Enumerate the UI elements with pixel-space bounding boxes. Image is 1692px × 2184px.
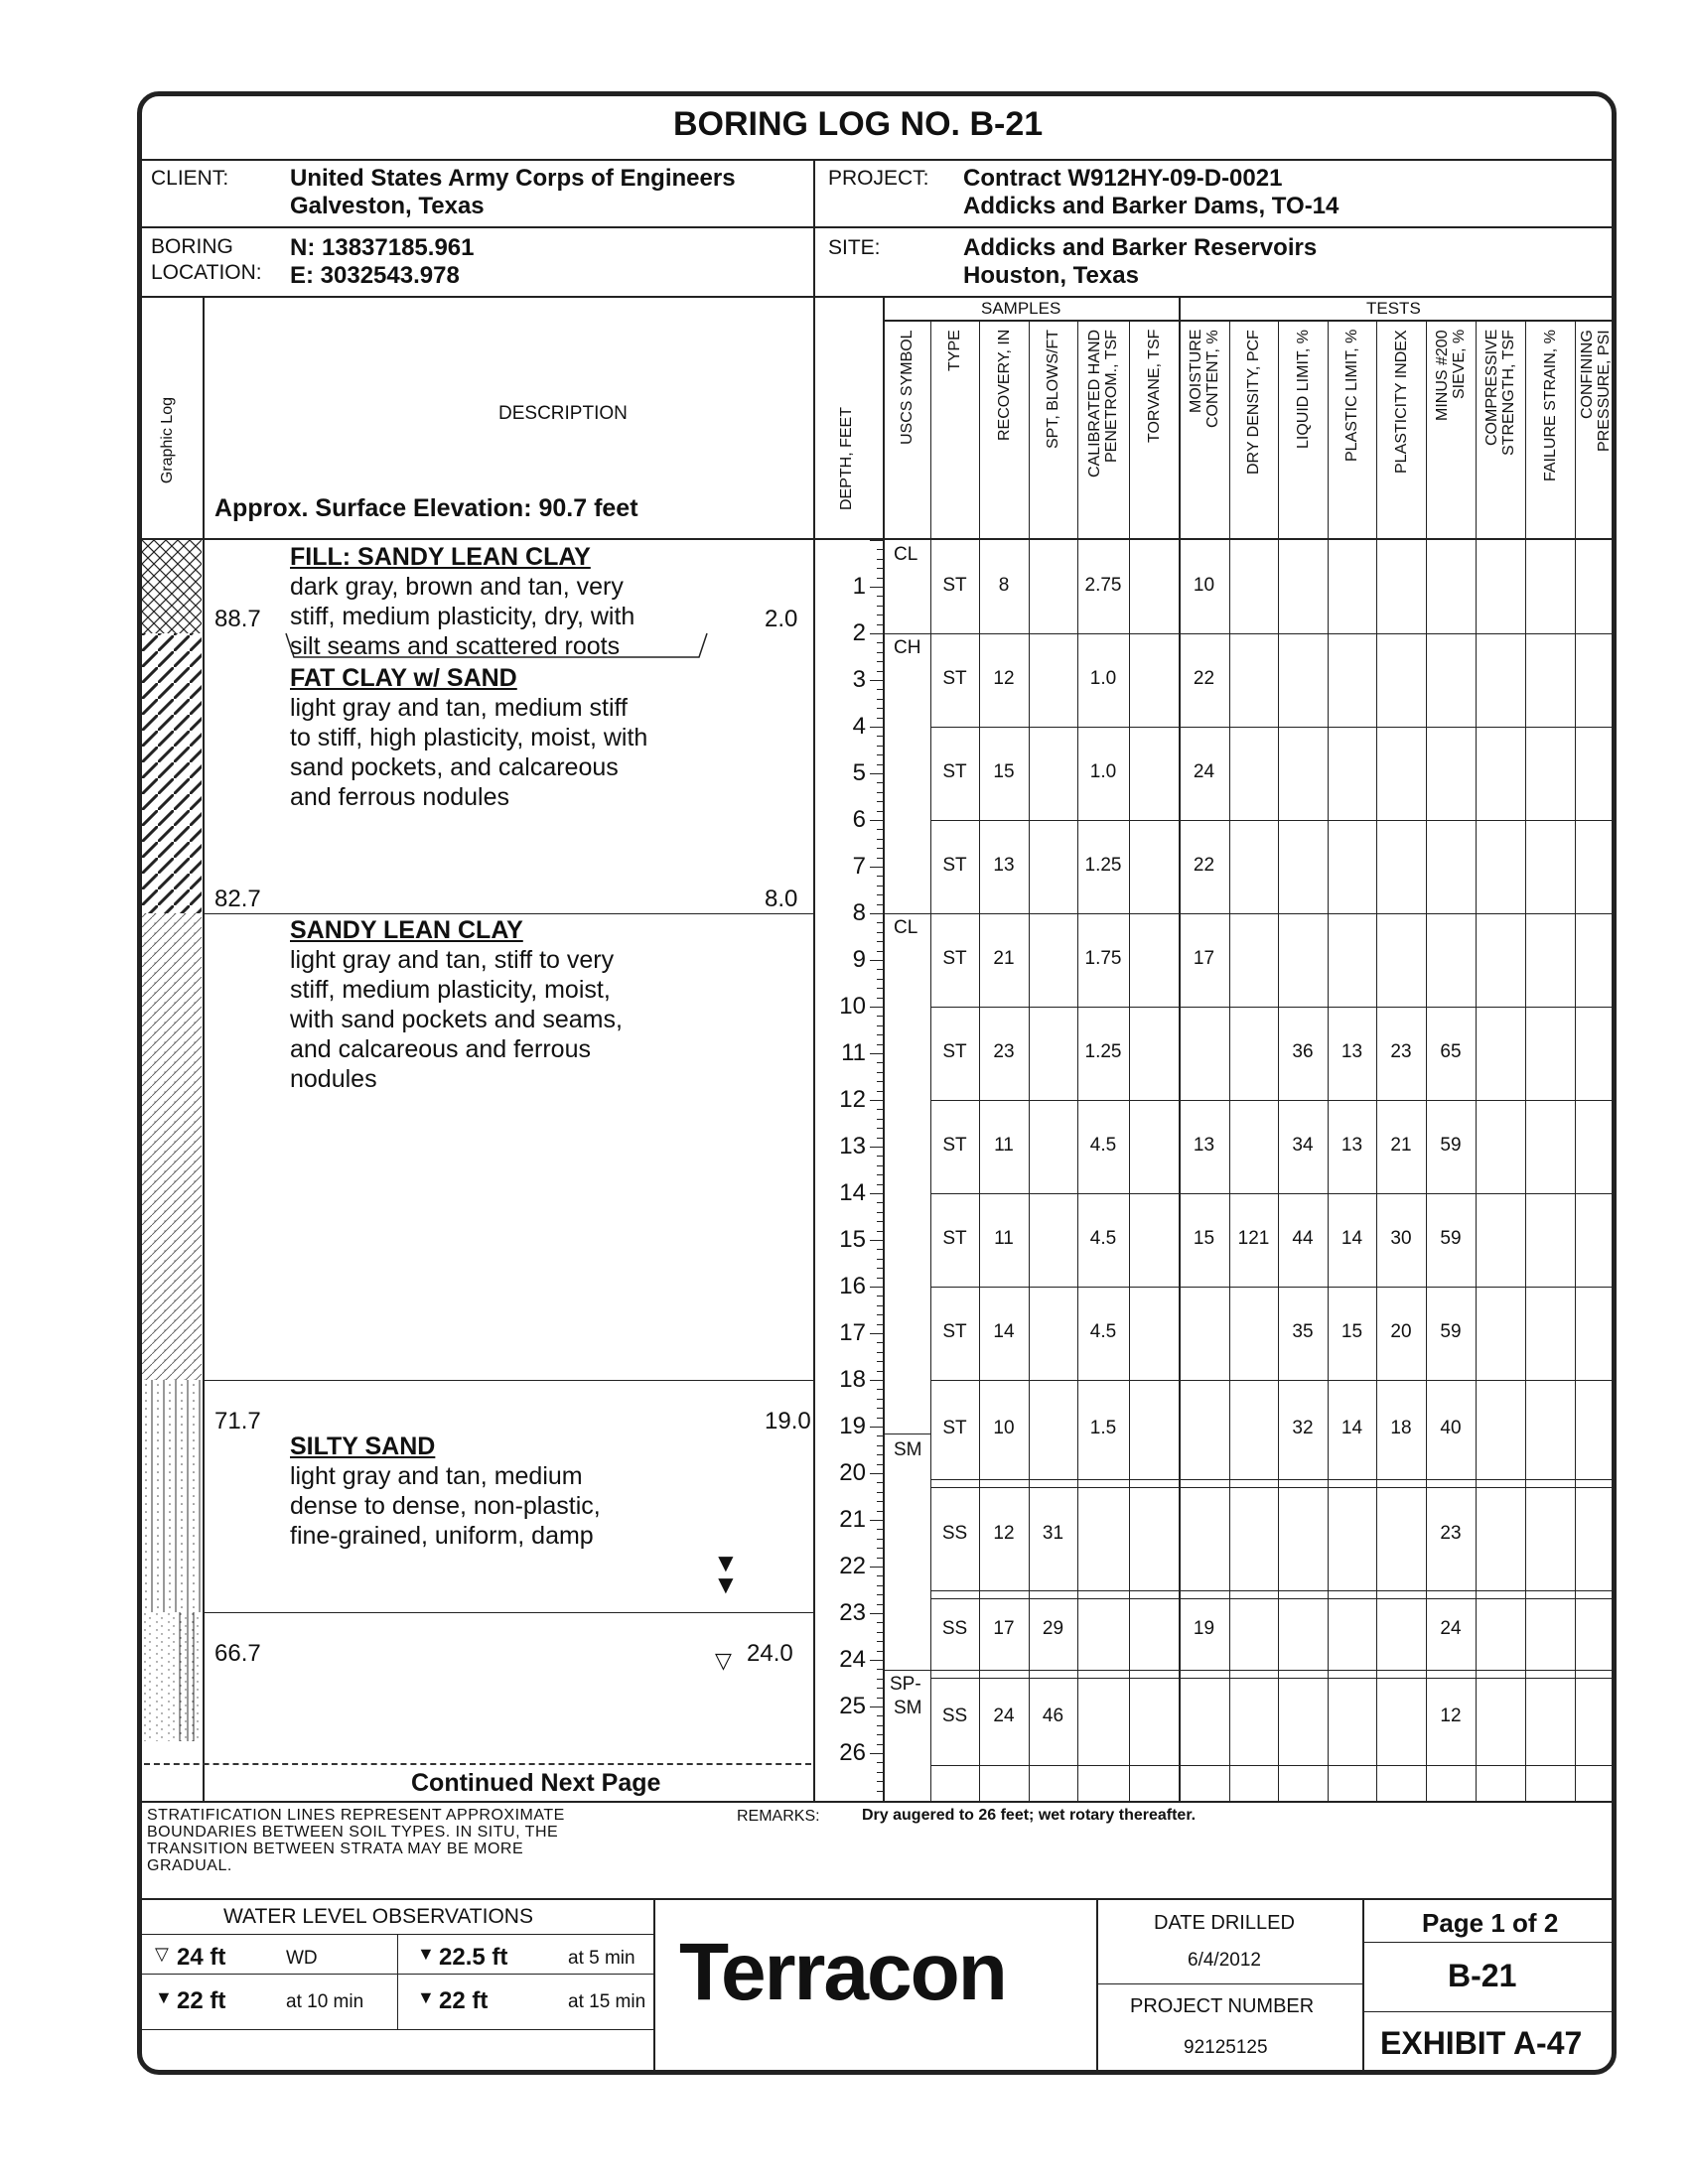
description-header: DESCRIPTION (498, 403, 628, 424)
wlo-1-symbol: ▼ (417, 1944, 435, 1964)
depth-tick-5: 5 (852, 759, 866, 786)
stratum-0-bottom-elev: 88.7 (214, 606, 261, 632)
sample-5-pi: 23 (1390, 1041, 1412, 1062)
sample-9-type: ST (942, 1418, 967, 1438)
stratum-2-line-4: nodules (290, 1065, 377, 1093)
column-header-14-line-0: CONFINING (1579, 330, 1596, 419)
sample-6-m200: 59 (1440, 1135, 1462, 1156)
sample-4-mc: 17 (1193, 948, 1215, 969)
stratum-3-bottom-elev: 66.7 (214, 1640, 261, 1667)
graphic-log-header: Graphic Log (159, 397, 176, 484)
sample-10-recovery: 12 (993, 1523, 1015, 1544)
graphic-log (142, 540, 202, 1801)
column-header-12 (1483, 330, 1517, 534)
sample-9-m200: 40 (1440, 1418, 1462, 1438)
surface-elevation: Approx. Surface Elevation: 90.7 feet (214, 494, 638, 522)
project-number-label: PROJECT NUMBER (1130, 1995, 1315, 2017)
stratum-1-bottom-elev: 82.7 (214, 886, 261, 912)
sample-9-pl: 14 (1340, 1418, 1363, 1438)
column-header-4 (1086, 330, 1120, 534)
sample-7-recovery: 11 (994, 1228, 1014, 1249)
sample-1-mc: 22 (1193, 668, 1215, 689)
sample-8-hp: 4.5 (1089, 1321, 1117, 1342)
sample-5-recovery: 23 (993, 1041, 1015, 1062)
column-header-1 (946, 330, 963, 534)
stratum-1-line-3: and ferrous nodules (290, 783, 509, 811)
terracon-logo: Terracon (679, 1927, 1006, 2017)
depth-tick-11: 11 (841, 1039, 866, 1066)
sample-2-recovery: 15 (993, 761, 1015, 782)
sample-1-recovery: 12 (993, 668, 1015, 689)
stratum-1-name: FAT CLAY w/ SAND (290, 664, 517, 692)
sample-5-ll: 36 (1292, 1041, 1314, 1062)
project-label: PROJECT: (828, 167, 929, 190)
stratum-2-name: SANDY LEAN CLAY (290, 916, 523, 944)
sample-5-hp: 1.25 (1084, 1041, 1122, 1062)
column-header-14-line-1: PRESSURE, PSI (1596, 330, 1613, 452)
sample-3-recovery: 13 (993, 855, 1015, 876)
depth-tick-16: 16 (839, 1273, 866, 1299)
sample-2-hp: 1.0 (1089, 761, 1117, 782)
column-header-4-line-0: CALIBRATED HAND (1086, 330, 1103, 478)
column-header-9 (1343, 330, 1360, 534)
sample-1-type: ST (942, 668, 967, 689)
strat-line-4: GRADUAL. (147, 1857, 232, 1874)
depth-tick-22: 22 (839, 1553, 866, 1579)
water-level-marker-3: ▽ (715, 1648, 732, 1673)
sample-6-recovery: 11 (994, 1135, 1014, 1156)
boring-location-label (151, 234, 262, 286)
depth-header: DEPTH, FEET (838, 407, 855, 511)
column-header-1-line-0: TYPE (946, 330, 963, 371)
depth-tick-24: 24 (839, 1646, 866, 1673)
column-header-5-line-0: TORVANE, TSF (1145, 330, 1163, 444)
stratum-2-line-3: and calcareous and ferrous (290, 1035, 591, 1063)
depth-tick-23: 23 (839, 1599, 866, 1626)
sample-4-recovery: 21 (993, 948, 1015, 969)
stratum-3-bottom-depth: 24.0 (747, 1640, 793, 1667)
stratum-0-name: FILL: SANDY LEAN CLAY (290, 543, 591, 571)
column-header-3-line-0: SPT, BLOWS/FT (1045, 330, 1061, 450)
depth-tick-21: 21 (839, 1506, 866, 1533)
column-header-0-line-0: USCS SYMBOL (898, 330, 916, 445)
sample-4-type: ST (942, 948, 967, 969)
column-header-10 (1393, 330, 1410, 534)
northing: N: 13837185.961 (290, 234, 475, 261)
stratum-2-line-0: light gray and tan, stiff to very (290, 946, 615, 974)
column-header-3 (1045, 330, 1061, 534)
sample-8-m200: 59 (1440, 1321, 1462, 1342)
depth-tick-20: 20 (839, 1459, 866, 1486)
sample-12-recovery: 24 (993, 1706, 1015, 1726)
stratum-2-line-2: with sand pockets and seams, (290, 1006, 623, 1033)
column-header-2-line-0: RECOVERY, IN (995, 330, 1013, 442)
column-header-7-line-0: DRY DENSITY, PCF (1245, 330, 1262, 475)
column-header-11-line-1: SIEVE, % (1451, 330, 1468, 400)
stratum-2-bottom-depth: 19.0 (765, 1408, 811, 1434)
sample-7-pi: 30 (1390, 1228, 1412, 1249)
sample-1-hp: 1.0 (1089, 668, 1117, 689)
tests-group-label: TESTS (1366, 299, 1421, 318)
wlo-1-note: at 5 min (568, 1948, 635, 1969)
boring-label-line-2: LOCATION: (151, 261, 262, 284)
sample-3-type: ST (942, 855, 967, 876)
date-drilled: 6/4/2012 (1188, 1950, 1261, 1971)
depth-tick-19: 19 (839, 1413, 866, 1439)
sample-6-hp: 4.5 (1089, 1135, 1117, 1156)
stratum-1-line-0: light gray and tan, medium stiff (290, 694, 628, 722)
site-label: SITE: (828, 236, 881, 259)
uscs-ch: CH (894, 637, 921, 658)
project-line-2: Addicks and Barker Dams, TO-14 (963, 193, 1340, 219)
column-header-6 (1188, 330, 1221, 534)
sample-6-type: ST (942, 1135, 967, 1156)
sample-11-spt: 29 (1042, 1618, 1064, 1639)
sample-11-mc: 19 (1193, 1618, 1215, 1639)
boring-label-line-1: BORING (151, 235, 233, 258)
depth-tick-7: 7 (852, 853, 866, 880)
stratum-0-line-1: stiff, medium plasticity, dry, with (290, 603, 635, 630)
wlo-0-value: 24 ft (177, 1944, 226, 1971)
uscs-sm: SM (894, 1439, 922, 1460)
client-line-1: United States Army Corps of Engineers (290, 165, 736, 192)
stratum-3-line-0: light gray and tan, medium (290, 1462, 583, 1490)
uscs-cl-1: CL (894, 544, 918, 565)
sample-8-type: ST (942, 1321, 967, 1342)
depth-tick-17: 17 (839, 1319, 866, 1346)
sample-2-mc: 24 (1193, 761, 1215, 782)
column-header-12-line-1: STRENGTH, TSF (1500, 330, 1517, 456)
client-line-2: Galveston, Texas (290, 193, 485, 219)
stratum-1-line-1: to stiff, high plasticity, moist, with (290, 724, 648, 751)
client-label: CLIENT: (151, 167, 229, 190)
stratum-2-line-1: stiff, medium plasticity, moist, (290, 976, 611, 1004)
sample-11-recovery: 17 (993, 1618, 1015, 1639)
strat-line-1: STRATIFICATION LINES REPRESENT APPROXIMATE (147, 1807, 565, 1824)
column-header-9-line-0: PLASTIC LIMIT, % (1343, 330, 1360, 463)
wlo-0-note: WD (286, 1948, 318, 1969)
column-header-2 (996, 330, 1013, 534)
sample-8-pl: 15 (1340, 1321, 1363, 1342)
wlo-2-symbol: ▼ (155, 1987, 173, 2007)
stratum-2 (290, 915, 623, 1094)
wlo-3-value: 22 ft (439, 1987, 489, 2014)
samples-group-label: SAMPLES (981, 299, 1061, 318)
sample-6-pl: 13 (1340, 1135, 1363, 1156)
column-header-8 (1295, 330, 1312, 534)
sample-7-m200: 59 (1440, 1228, 1462, 1249)
stratum-0-line-0: dark gray, brown and tan, very (290, 573, 624, 601)
strat-line-2: BOUNDARIES BETWEEN SOIL TYPES. IN SITU, THE (147, 1824, 559, 1841)
column-header-13 (1542, 330, 1559, 534)
sample-12-spt: 46 (1042, 1706, 1064, 1726)
depth-tick-2: 2 (852, 619, 866, 646)
sample-2-type: ST (942, 761, 967, 782)
column-header-11 (1434, 330, 1468, 534)
depth-tick-25: 25 (839, 1693, 866, 1719)
continued-divider (144, 1763, 811, 1765)
sample-0-recovery: 8 (998, 575, 1010, 596)
sample-10-m200: 23 (1440, 1523, 1462, 1544)
stratum-1-bottom-depth: 8.0 (765, 886, 798, 912)
wlo-0-symbol: ▽ (155, 1944, 169, 1964)
column-header-0 (899, 330, 916, 534)
sample-9-recovery: 10 (993, 1418, 1015, 1438)
sample-5-type: ST (942, 1041, 967, 1062)
sample-6-mc: 13 (1193, 1135, 1215, 1156)
column-header-12-line-0: COMPRESSIVE (1483, 330, 1500, 447)
easting: E: 3032543.978 (290, 262, 460, 289)
sample-5-pl: 13 (1340, 1041, 1363, 1062)
wlo-2-note: at 10 min (286, 1991, 364, 2012)
depth-tick-18: 18 (839, 1366, 866, 1393)
date-drilled-label: DATE DRILLED (1154, 1912, 1295, 1934)
sample-7-pl: 14 (1340, 1228, 1363, 1249)
site-line-2: Houston, Texas (963, 262, 1139, 289)
wlo-3-note: at 15 min (568, 1991, 646, 2012)
stratum-2-bottom-elev: 71.7 (214, 1408, 261, 1434)
depth-tick-15: 15 (839, 1226, 866, 1253)
uscs-sm-2: SM (894, 1698, 922, 1718)
page-number: Page 1 of 2 (1422, 1908, 1559, 1938)
column-header-6-line-0: MOISTURE (1187, 330, 1204, 414)
sample-12-m200: 12 (1440, 1706, 1462, 1726)
sample-7-type: ST (942, 1228, 967, 1249)
project-line-1: Contract W912HY-09-D-0021 (963, 165, 1283, 192)
sample-0-type: ST (942, 575, 967, 596)
sample-12-type: SS (941, 1706, 968, 1726)
column-header-8-line-0: LIQUID LIMIT, % (1294, 330, 1312, 450)
water-level-marker-2: ▼ (713, 1570, 739, 1599)
sample-11-m200: 24 (1440, 1618, 1462, 1639)
column-header-14 (1579, 330, 1613, 534)
sample-9-ll: 32 (1292, 1418, 1314, 1438)
strat-line-3: TRANSITION BETWEEN STRATA MAY BE MORE (147, 1841, 524, 1857)
wlo-title: WATER LEVEL OBSERVATIONS (223, 1905, 533, 1928)
sample-5-m200: 65 (1440, 1041, 1462, 1062)
wlo-1-value: 22.5 ft (439, 1944, 508, 1971)
column-header-11-line-0: MINUS #200 (1434, 330, 1451, 421)
stratum-0-line-2: silt seams and scattered roots (290, 632, 621, 660)
stratum-1-line-2: sand pockets, and calcareous (290, 753, 619, 781)
sample-10-type: SS (941, 1523, 968, 1544)
depth-tick-3: 3 (852, 666, 866, 693)
wlo-3-symbol: ▼ (417, 1987, 435, 2007)
fill-bracket (278, 631, 715, 661)
depth-tick-1: 1 (852, 573, 866, 600)
sample-9-hp: 1.5 (1089, 1418, 1117, 1438)
column-header-6-line-1: CONTENT, % (1203, 330, 1221, 428)
stratification-note (147, 1807, 565, 1874)
sample-7-hp: 4.5 (1089, 1228, 1117, 1249)
stratum-1 (290, 663, 647, 812)
exhibit-number: EXHIBIT A-47 (1380, 2025, 1583, 2061)
depth-tick-26: 26 (839, 1739, 866, 1766)
sample-8-pi: 20 (1390, 1321, 1412, 1342)
site-line-1: Addicks and Barker Reservoirs (963, 234, 1318, 261)
column-header-10-line-0: PLASTICITY INDEX (1392, 330, 1410, 474)
remarks-label: REMARKS: (737, 1808, 820, 1825)
depth-tick-8: 8 (852, 899, 866, 926)
remarks-text: Dry augered to 26 feet; wet rotary thereafter. (862, 1807, 1197, 1824)
sample-7-mc: 15 (1193, 1228, 1215, 1249)
wlo-2-value: 22 ft (177, 1987, 226, 2014)
uscs-cl-2: CL (894, 917, 918, 938)
depth-tick-9: 9 (852, 946, 866, 973)
depth-tick-12: 12 (839, 1086, 866, 1113)
stratum-3 (290, 1432, 601, 1551)
column-header-5 (1146, 330, 1163, 534)
depth-tick-14: 14 (839, 1179, 866, 1206)
stratum-3-line-2: fine-grained, uniform, damp (290, 1522, 594, 1550)
depth-tick-10: 10 (839, 993, 866, 1020)
sample-11-type: SS (941, 1618, 968, 1639)
uscs-sp: SP- (890, 1674, 921, 1695)
depth-tick-4: 4 (852, 713, 866, 740)
sample-3-hp: 1.25 (1084, 855, 1122, 876)
sample-0-hp: 2.75 (1084, 575, 1122, 596)
depth-tick-13: 13 (839, 1133, 866, 1160)
sample-0-mc: 10 (1193, 575, 1215, 596)
column-header-4-line-1: PENETROM., TSF (1103, 330, 1120, 463)
sample-4-hp: 1.75 (1084, 948, 1122, 969)
column-header-7 (1245, 330, 1262, 534)
stratum-0-bottom-depth: 2.0 (765, 606, 798, 632)
sample-8-ll: 35 (1292, 1321, 1314, 1342)
depth-tick-6: 6 (852, 806, 866, 833)
sample-6-ll: 34 (1292, 1135, 1314, 1156)
sample-7-ll: 44 (1292, 1228, 1314, 1249)
sample-3-mc: 22 (1193, 855, 1215, 876)
project-number: 92125125 (1184, 2037, 1268, 2058)
sample-6-pi: 21 (1390, 1135, 1412, 1156)
boring-id: B-21 (1448, 1958, 1517, 1993)
page-title: BORING LOG NO. B-21 (673, 105, 1044, 143)
sample-10-spt: 31 (1042, 1523, 1064, 1544)
water-level-marker-1: ▼ (713, 1548, 739, 1577)
stratum-3-name: SILTY SAND (290, 1433, 436, 1460)
stratum-3-line-1: dense to dense, non-plastic, (290, 1492, 601, 1520)
sample-8-recovery: 14 (993, 1321, 1015, 1342)
continued-next-page: Continued Next Page (411, 1769, 661, 1797)
sample-7-dd: 121 (1237, 1228, 1270, 1249)
sample-9-pi: 18 (1390, 1418, 1412, 1438)
column-header-13-line-0: FAILURE STRAIN, % (1541, 330, 1559, 481)
